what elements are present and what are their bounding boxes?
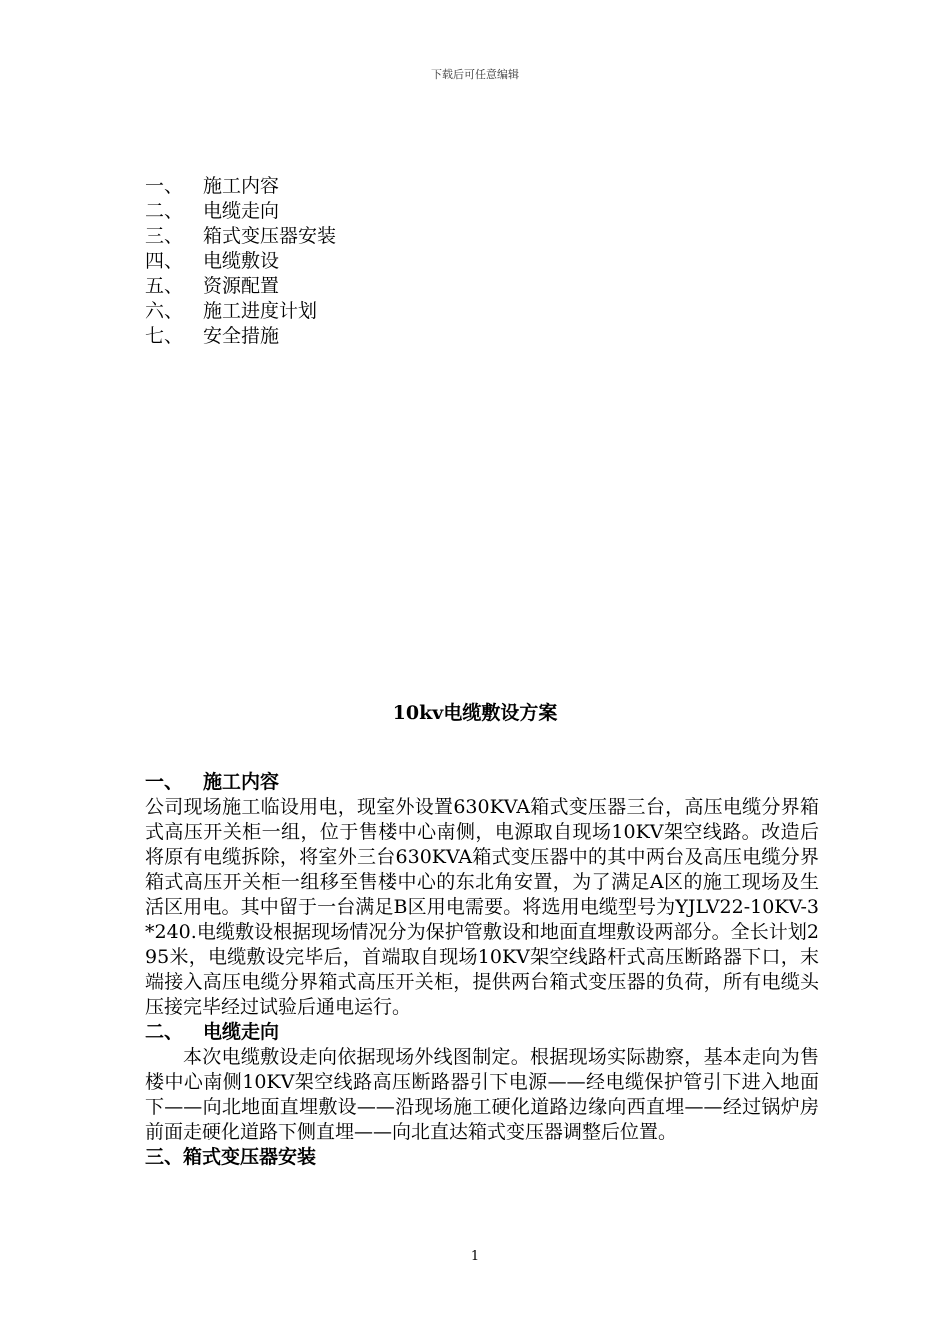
section-title: 施工内容	[203, 771, 280, 793]
toc-item-label: 施工内容	[203, 175, 280, 197]
toc-item-number: 四、	[145, 250, 184, 272]
toc-item	[145, 199, 336, 224]
toc-item-label: 施工进度计划	[203, 300, 318, 322]
section-paragraph: 公司现场施工临设用电，现室外设置630KVA箱式变压器三台，高压电缆分界箱式高压开关柜一组，位于售楼中心南侧，电源取自现场10KV架空线路。改造后将原有电缆拆除，将室外三台630KVA箱式变压器中的其中两台及高压电缆分界箱式高压开关柜一组移至售楼中心的东北角安置，为了满足A区的施工现场及生活区用电。其中留于一台满足B区用电需要。将选用电缆型号为YJLV22-10KV-3*240.电缆敷设根据现场情况分为保护管敷设和地面直埋敷设两部分。全长计划295米，电缆敷设完毕后，首端取自现场10KV架空线路杆式高压断路器下口，末端接入高压电缆分界箱式高压开关柜，提供两台箱式变压器的负荷，所有电缆头压接完毕经过试验后通电运行。	[145, 796, 819, 1018]
toc-item	[145, 249, 336, 274]
section-number: 一、	[145, 771, 184, 793]
toc-item-label: 电缆敷设	[203, 250, 280, 272]
toc-item-number: 二、	[145, 200, 184, 222]
section-paragraph: 本次电缆敷设走向依据现场外线图制定。根据现场实际勘察，基本走向为售楼中心南侧10KV架空线路高压断路器引下电源——经电缆保护管引下进入地面下——向北地面直埋敷设——沿现场施工硬化道路边缘向西直埋——经过锅炉房前面走硬化道路下侧直埋——向北直达箱式变压器调整后位置。	[145, 1046, 819, 1143]
toc-item-number: 六、	[145, 300, 184, 322]
toc-item-label: 安全措施	[203, 325, 280, 347]
section-heading	[145, 770, 819, 795]
toc-item-label: 资源配置	[203, 275, 280, 297]
toc-item-number: 七、	[145, 325, 184, 347]
section-title: 箱式变压器安装	[183, 1146, 317, 1168]
toc-item	[145, 299, 336, 324]
header-note: 下载后可任意编辑	[431, 68, 519, 81]
table-of-contents	[145, 174, 336, 349]
document-title: 10kv电缆敷设方案	[392, 702, 558, 724]
section-number: 三、	[145, 1146, 184, 1168]
toc-item-number: 五、	[145, 275, 184, 297]
document-body	[145, 770, 819, 1170]
toc-item-label: 箱式变压器安装	[203, 225, 337, 247]
toc-item	[145, 324, 336, 349]
toc-item-number: 一、	[145, 175, 184, 197]
section-number: 二、	[145, 1021, 184, 1043]
toc-item	[145, 174, 336, 199]
toc-item	[145, 224, 336, 249]
toc-item	[145, 274, 336, 299]
section-title: 电缆走向	[203, 1021, 280, 1043]
section-heading	[145, 1145, 819, 1170]
toc-item-number: 三、	[145, 225, 184, 247]
page-number: 1	[470, 1249, 480, 1264]
toc-item-label: 电缆走向	[203, 200, 280, 222]
section-heading	[145, 1020, 819, 1045]
